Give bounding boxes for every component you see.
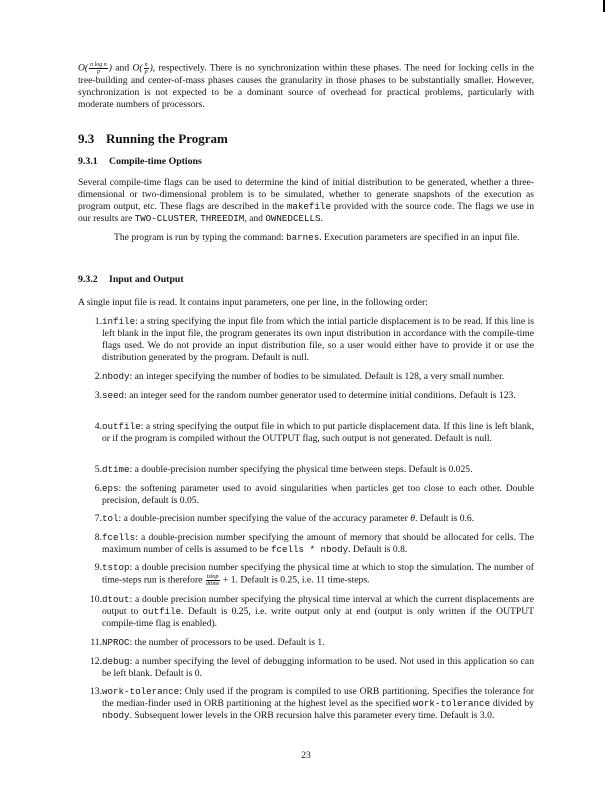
- list-item-text: [102, 656, 534, 680]
- fraction-denominator: p: [96, 69, 100, 75]
- body-text: : a double precision number specifying the physical time interval at which the current displacements are output to: [102, 594, 534, 617]
- list-item: [78, 532, 534, 556]
- section-heading: [78, 131, 228, 147]
- list-item: [78, 390, 534, 402]
- list-item-number: 1.: [94, 316, 102, 327]
- code-text: tol: [102, 513, 119, 524]
- body-text: : a double-precision number specifying the physical time between steps. Default is 0.025.: [129, 464, 473, 475]
- list-item: [78, 421, 534, 445]
- fraction-denominator: p: [144, 69, 148, 75]
- list-item: [78, 637, 534, 649]
- list-item-text: [102, 421, 534, 445]
- code-text: infile: [102, 316, 136, 327]
- list-item-text: [102, 532, 534, 556]
- body-text: : Only used if the program is compiled to use ORB partitioning. Specifies the tolerance for the median-finder used in ORB partitioning at the highest level as the specified: [102, 686, 534, 709]
- body-text: , respectively. There is no synchronization within these phases. The need for locking cells in the tree-building and center-of-mass phases causes the granularity in those phases to be substantially smaller. However, synchronization is not expected to be a dominant source of overhead for practical problems, particularly with moderate numbers of processors.: [78, 62, 534, 110]
- fraction-numerator: n log n: [90, 62, 107, 68]
- compile-flags-paragraph: [78, 177, 534, 225]
- code-text: tstop: [102, 562, 130, 573]
- subsection-title: Compile-time Options: [109, 156, 202, 167]
- list-item-text: [102, 371, 534, 383]
- list-item: [78, 464, 534, 476]
- math-text: θ: [410, 513, 415, 524]
- list-item-number: 6.: [94, 483, 102, 494]
- body-text: : the number of processors to be used. Default is 1.: [129, 637, 325, 648]
- body-text: .: [320, 213, 323, 224]
- code-text: seed: [102, 390, 125, 401]
- list-item-number: 13.: [90, 686, 102, 697]
- math-fraction: [89, 62, 108, 75]
- code-text: work-tolerance: [102, 686, 180, 697]
- body-text: , and: [244, 213, 266, 224]
- body-text: A single input file is read. It contains input parameters, one per line, in the following order:: [78, 297, 428, 308]
- list-item-number: 10.: [90, 594, 102, 605]
- body-text: . Subsequent lower levels in the ORB recursion halve this parameter every time. Default is 3.0.: [129, 710, 495, 721]
- body-text: : a string specifying the input file from which the intial particle displacement is to be read. If this line is left blank in the input file, the program generates its own input distribution in accordance with the compile-time flags used. We do not provide an input distribution file, so a user would either have to provide it or use the distribution generated by the program. Default is null.: [102, 316, 534, 363]
- math-text: ): [149, 62, 153, 74]
- body-text: . Default is 0.8.: [348, 544, 408, 555]
- body-text: . Execution parameters are specified in an input file.: [319, 232, 520, 243]
- body-text: The program is run by typing the command:: [114, 232, 287, 243]
- subsection-heading-compile-time: [78, 156, 202, 167]
- list-item-text: [102, 316, 534, 364]
- code-text: eps: [102, 483, 119, 494]
- body-text: : a double-precision number specifying the value of the accuracy parameter: [118, 513, 411, 524]
- math-text: O(: [132, 62, 143, 74]
- code-text: NPROC: [102, 637, 130, 648]
- section-title: Running the Program: [106, 131, 228, 146]
- list-item: [78, 562, 534, 587]
- body-text: ,: [195, 213, 201, 224]
- code-text: barnes: [286, 232, 320, 243]
- list-item-text: [102, 483, 534, 507]
- code-text: outfile: [142, 606, 182, 617]
- list-item: [78, 316, 534, 364]
- fraction-numerator: n: [144, 62, 148, 68]
- body-text: . Default is 0.25, i.e. write output only at end (output is only written if the OUTPUT compile-time flag is enabled).: [102, 606, 534, 629]
- list-item-number: 4.: [94, 421, 102, 432]
- math-fraction: [144, 62, 149, 75]
- list-item-number: 3.: [94, 390, 102, 401]
- list-item-text: [102, 513, 534, 525]
- body-text: : an integer seed for the random number generator used to determine initial conditions. Default is 123.: [124, 390, 516, 401]
- subsection-heading-input-output: [78, 274, 184, 285]
- code-text: nbody: [102, 371, 130, 382]
- list-item-text: [102, 464, 534, 476]
- list-item-number: 12.: [90, 656, 102, 667]
- list-item-number: 9.: [94, 562, 102, 573]
- list-item: [78, 513, 534, 525]
- subsection-number: 9.3.1: [78, 156, 98, 167]
- intro-paragraph: [78, 62, 534, 111]
- code-text: makefile: [286, 201, 331, 212]
- body-text: : a string specifying the output file in which to put particle displacement data. If this line is left blank, or if the program is compiled without the OUTPUT flag, such output is not generated. Default is null.: [102, 421, 534, 444]
- code-text: TWO-CLUSTER: [134, 213, 196, 224]
- list-item-text: [102, 686, 534, 722]
- subsection-number: 9.3.2: [78, 274, 98, 285]
- body-text: Several compile-time flags can be used to determine the kind of initial distribution to be generated, whether a three-dimensional or two-dimensional problem is to be simulated, whether to generate snapshots of the execution as program output, etc. These flags are described in the: [78, 177, 534, 212]
- fraction-numerator: tstop: [206, 574, 219, 580]
- list-item: [78, 656, 534, 680]
- scan-mark: [603, 0, 605, 12]
- list-item-number: 8.: [94, 532, 102, 543]
- code-text: fcells * nbody: [270, 544, 349, 555]
- body-text: . Default is 0.6.: [414, 513, 475, 524]
- body-text: : a double-precision number specifying the amount of memory that should be allocated for cells. The maximum number of cells is assumed to be: [102, 532, 534, 555]
- list-item-text: [102, 594, 534, 630]
- list-item-number: 11.: [90, 637, 102, 648]
- list-item-number: 7.: [94, 513, 102, 524]
- code-text: dtout: [102, 594, 130, 605]
- code-text: OWNEDCELLS: [265, 213, 321, 224]
- input-file-paragraph: [78, 297, 534, 309]
- page-number: 23: [301, 750, 311, 761]
- body-text: : an integer specifying the number of bodies to be simulated. Default is 128, a very small number.: [129, 371, 505, 382]
- code-text: work-tolerance: [412, 698, 491, 709]
- body-text: and: [112, 62, 133, 74]
- body-text: provided with the source code. The flags we use in our results are: [78, 201, 534, 224]
- code-text: nbody: [102, 710, 130, 721]
- math-fraction: [206, 574, 220, 587]
- run-command-paragraph: [78, 232, 534, 244]
- list-item: [78, 686, 534, 722]
- list-item-text: [102, 637, 534, 649]
- code-text: debug: [102, 656, 130, 667]
- code-text: outfile: [102, 421, 141, 432]
- list-item-number: 2.: [94, 371, 102, 382]
- list-item-number: 5.: [94, 464, 102, 475]
- math-text: ): [108, 62, 112, 74]
- body-text: : the softening parameter used to avoid singularities when particles get too close to each other. Double precision, default is 0.05.: [102, 483, 534, 506]
- list-item: [78, 483, 534, 507]
- body-text: + 1. Default is 0.25, i.e. 11 time-steps.: [220, 574, 370, 586]
- code-text: dtime: [102, 464, 130, 475]
- list-item: [78, 594, 534, 630]
- code-text: fcells: [102, 532, 136, 543]
- section-number: 9.3: [78, 131, 95, 146]
- body-text: : a number specifying the level of debugging information to be used. Not used in this application so can be left blank. Default is 0.: [102, 656, 534, 679]
- code-text: THREEDIM: [200, 213, 245, 224]
- list-item: [78, 371, 534, 383]
- list-item-text: [102, 390, 534, 402]
- body-text: : a double precision number specifying the physical time at which to stop the simulation. The number of time-steps run is therefore: [102, 562, 534, 586]
- list-item-text: [102, 562, 534, 587]
- fraction-denominator: dtime: [206, 581, 220, 587]
- math-text: O(: [78, 62, 89, 74]
- subsection-title: Input and Output: [109, 274, 184, 285]
- body-text: divided by: [490, 698, 534, 709]
